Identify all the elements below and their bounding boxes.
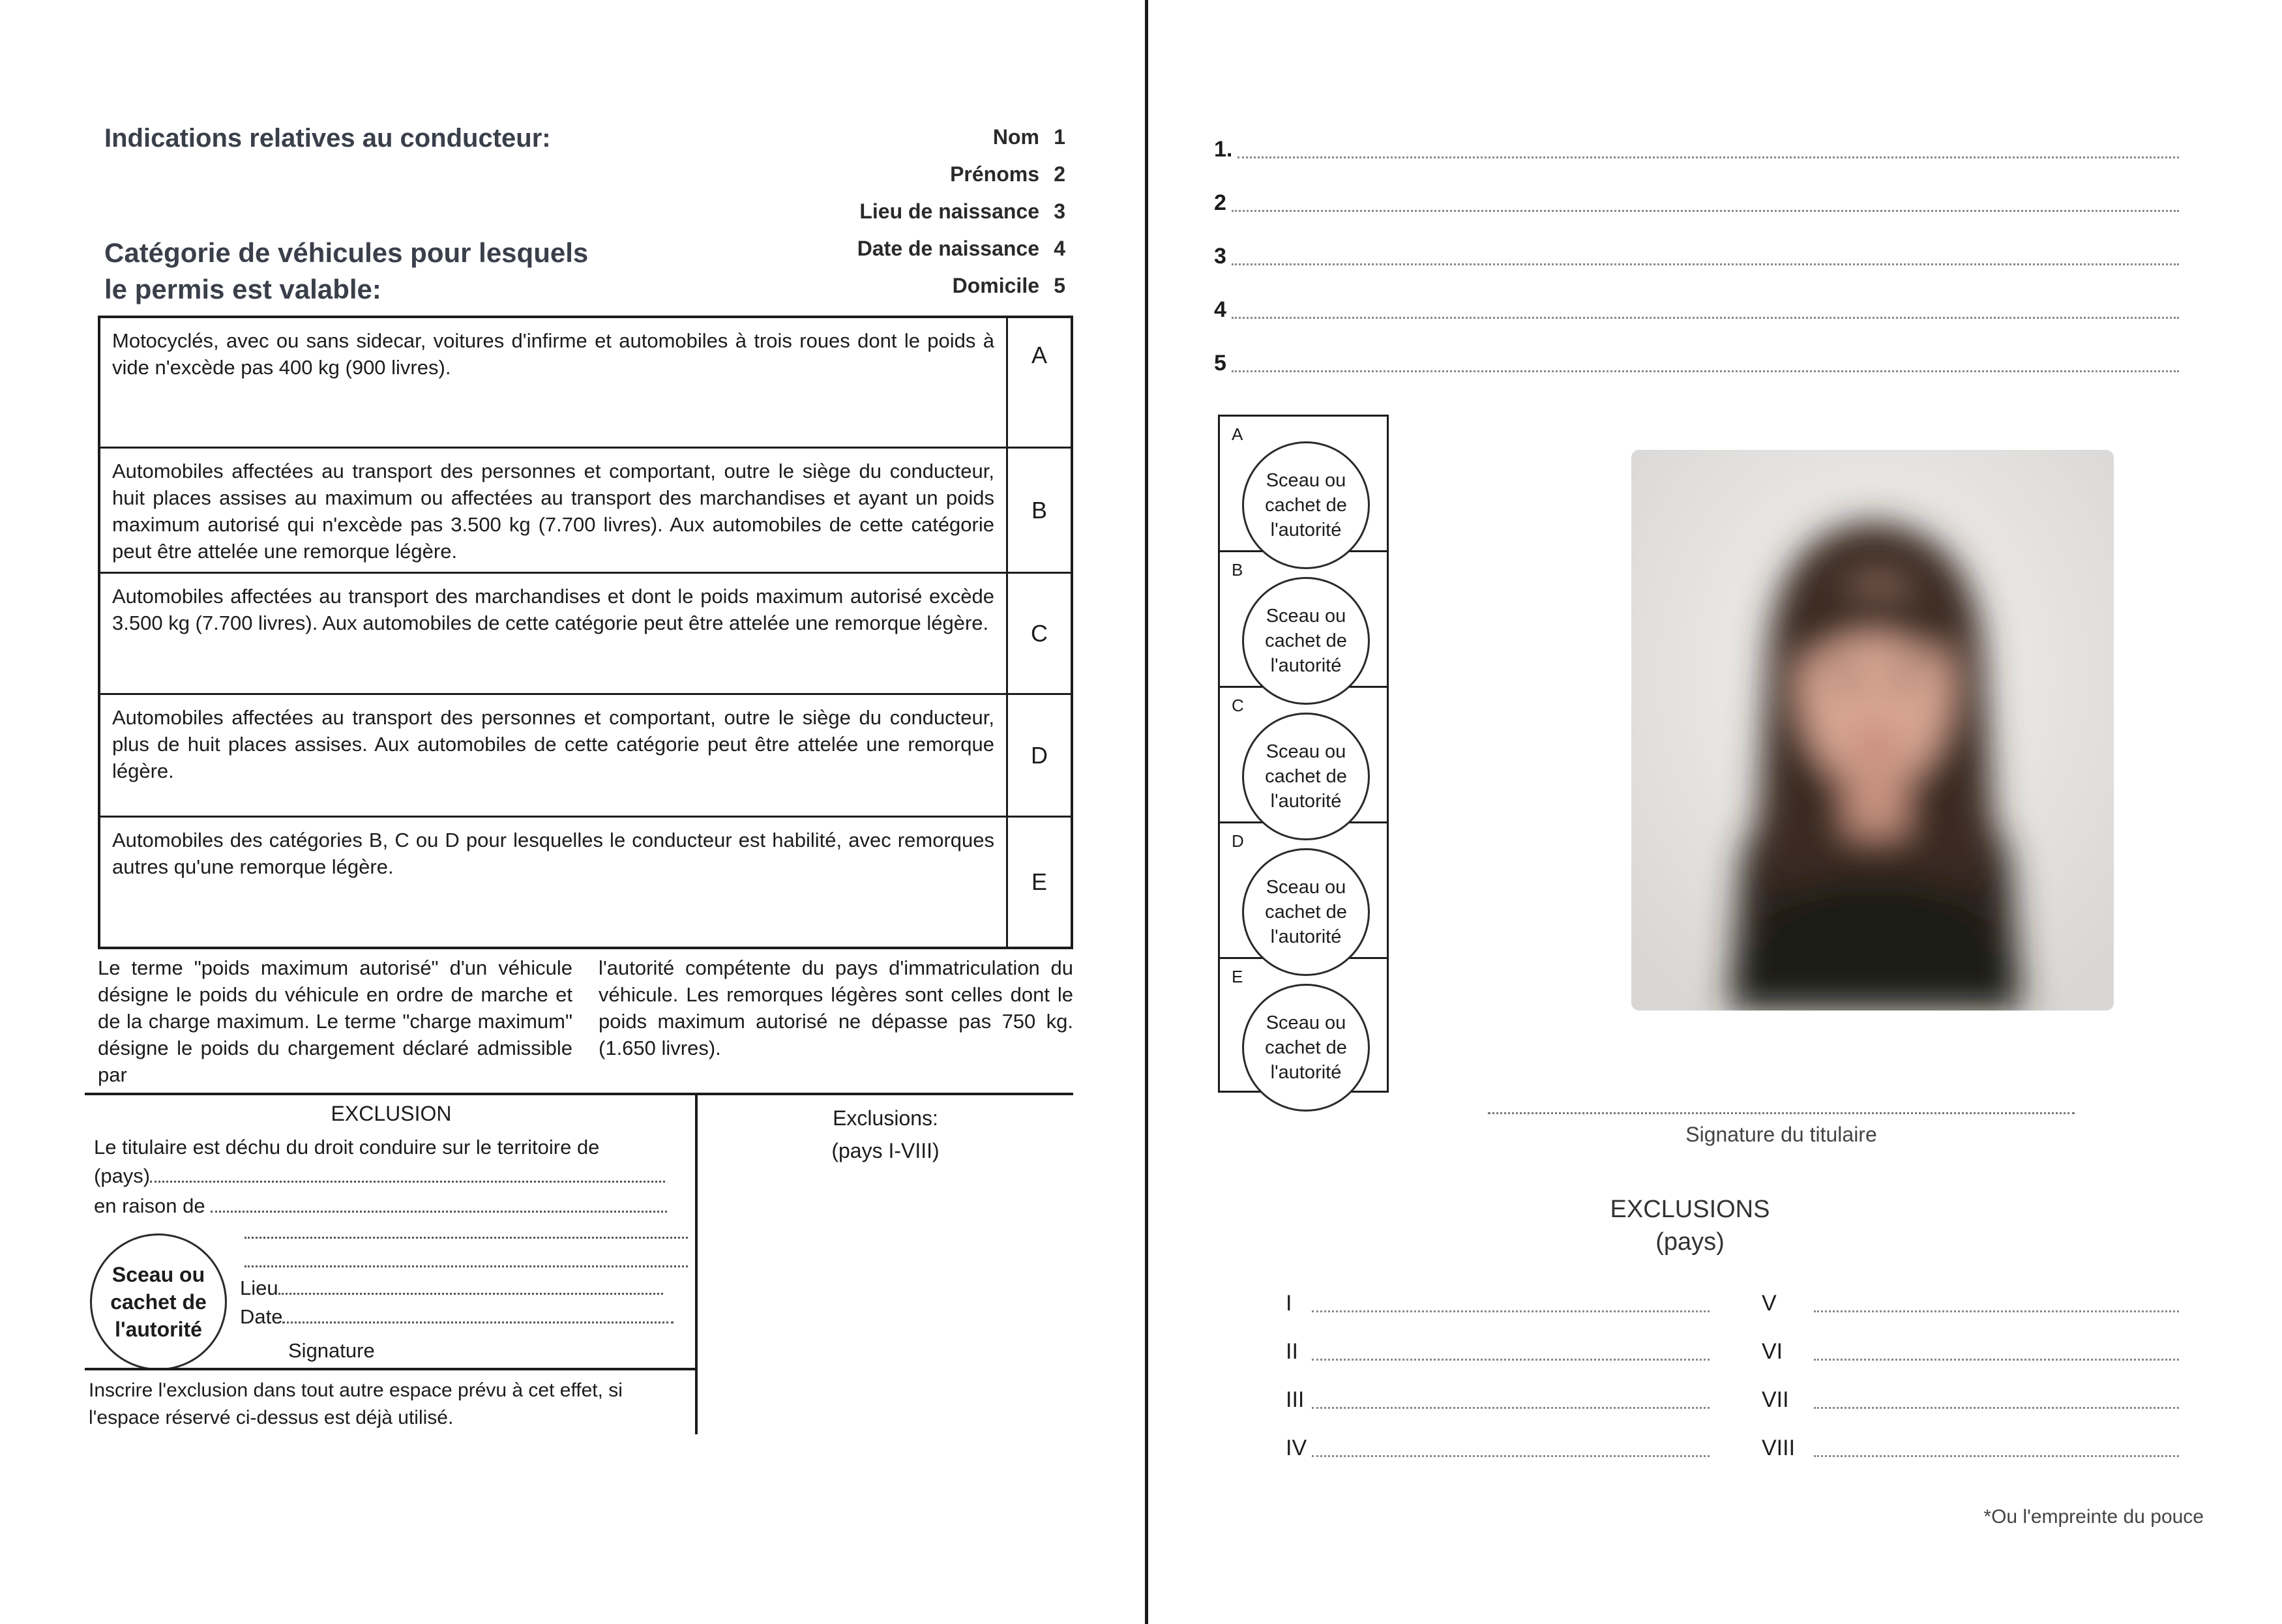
category-heading <box>104 235 691 308</box>
stamp-letter: C <box>1232 696 1244 715</box>
exclusion-country-line-ii <box>1286 1339 1710 1365</box>
exclusion-statement-text: Le titulaire est déchu du droit conduire sur le territoire de <box>94 1136 600 1159</box>
exclusion-statement <box>94 1133 687 1190</box>
dotted-line <box>1232 248 2179 265</box>
field-row-prenoms <box>857 160 1065 197</box>
exclusions-label: Exclusions: <box>833 1106 938 1130</box>
field-label: Domicile <box>952 274 1039 297</box>
roman-numeral: III <box>1286 1387 1305 1412</box>
field-label: Nom <box>992 125 1039 149</box>
note-left: Le terme "poids maximum autorisé" d'un véhicule désigne le poids du véhicule en ordre de marche et de la charge maximum. Le terme "charge maximum" désigne le poids du chargement déclaré admissible par <box>98 956 572 1086</box>
reason-dotted-line <box>211 1196 667 1213</box>
exclusion-signature-label: Signature <box>288 1339 375 1362</box>
dotted-line <box>1232 195 2179 212</box>
authority-seal: Sceau ou cachet de l'autorité <box>90 1233 227 1370</box>
dotted-line <box>1312 1299 1710 1312</box>
field-row-date-naissance <box>857 234 1065 271</box>
date-dotted-line <box>282 1307 674 1323</box>
roman-numeral: II <box>1286 1339 1298 1364</box>
line-number: 5 <box>1214 351 1226 376</box>
roman-numeral: VIII <box>1762 1436 1796 1460</box>
stamp-cell-c <box>1220 688 1387 823</box>
roman-numeral: VI <box>1762 1339 1783 1364</box>
field-number: 1 <box>1054 125 1065 149</box>
field-number: 4 <box>1054 237 1065 260</box>
signature-dotted-line <box>1488 1112 2075 1114</box>
category-row-e <box>100 818 1071 947</box>
exclusion-country-line-iii <box>1286 1387 1710 1413</box>
reason-dotted-line-2 <box>244 1222 688 1239</box>
dotted-line <box>1312 1348 1710 1361</box>
exclusion-country-line-i <box>1286 1291 1710 1316</box>
lieu-label: Lieu <box>240 1277 278 1299</box>
stamp-letter: E <box>1232 967 1243 986</box>
dotted-line <box>1814 1348 2179 1361</box>
lieu-dotted-line <box>278 1278 663 1295</box>
authority-seal: Sceau ou cachet de l'autorité <box>1242 577 1370 705</box>
numbered-line-2 <box>1214 190 2179 216</box>
stamp-letter: B <box>1232 560 1243 580</box>
exclusion-reason <box>94 1194 667 1218</box>
roman-numeral: IV <box>1286 1436 1307 1460</box>
reason-label: en raison de <box>94 1194 205 1217</box>
stamp-cell-d <box>1220 823 1387 959</box>
field-row-nom <box>857 123 1065 160</box>
numbered-line-5 <box>1214 351 2179 376</box>
numbered-line-1 <box>1214 137 2179 162</box>
line-number: 3 <box>1214 244 1226 269</box>
category-description: Automobiles affectées au transport des personnes et comportant, outre le siège du conducteur, huit places assises au maximum ou affectées au transport des marchandises et ayant un poids maximum autorisé qui n'excède pas 3.500 kg (7.700 livres). Aux automobiles de cette catégorie peut être attelée une remorque légère. <box>100 449 1008 572</box>
line-number: 4 <box>1214 297 1226 322</box>
stamp-cell-e <box>1220 959 1387 1095</box>
exclusion-date <box>240 1305 674 1329</box>
field-number: 5 <box>1054 274 1065 297</box>
stamp-letter: D <box>1232 831 1244 851</box>
numbered-line-3 <box>1214 244 2179 269</box>
holder-signature-label: Signature du titulaire <box>1685 1123 1877 1146</box>
field-label: Lieu de naissance <box>859 199 1039 223</box>
category-letter: A <box>1031 342 1047 368</box>
field-number: 2 <box>1054 162 1065 186</box>
thumbprint-footnote: *Ou l'empreinte du pouce <box>1983 1506 2204 1528</box>
category-row-b <box>100 449 1071 574</box>
stamp-cell-b <box>1220 552 1387 688</box>
exclusion-country-line-viii <box>1762 1436 2179 1461</box>
dotted-line <box>1232 302 2179 319</box>
dotted-line <box>1312 1444 1710 1457</box>
field-row-domicile <box>857 271 1065 308</box>
dotted-line <box>1814 1299 2179 1312</box>
category-letter: D <box>1031 741 1048 769</box>
roman-numeral: VII <box>1762 1387 1789 1412</box>
driver-heading: Indications relatives au conducteur: <box>104 124 551 153</box>
roman-numeral: V <box>1762 1291 1777 1316</box>
exclusion-country-line-vi <box>1762 1339 2179 1365</box>
dotted-line <box>1814 1444 2179 1457</box>
category-letter: E <box>1031 868 1047 895</box>
roman-numeral: I <box>1286 1291 1292 1316</box>
category-letter: C <box>1031 619 1048 647</box>
blurred-portrait-image <box>1631 450 2114 1011</box>
exclusions-section-title <box>1344 1193 2036 1258</box>
stamp-letter: A <box>1232 424 1243 444</box>
exclusion-country-line-iv <box>1286 1436 1710 1461</box>
numbered-line-4 <box>1214 297 2179 323</box>
category-heading-line1: Catégorie de véhicules pour lesquels <box>104 237 589 268</box>
exclusions-countries-header <box>698 1102 1073 1167</box>
field-row-lieu-naissance <box>857 197 1065 234</box>
date-label: Date <box>240 1305 283 1328</box>
driver-field-list <box>857 123 1065 308</box>
note-right: l'autorité compétente du pays d'immatriculation du véhicule. Les remorques légères sont celles dont le poids maximum autorisé ne dépasse pas 750 kg. (1.650 livres). <box>599 956 1073 1059</box>
category-description: Automobiles des catégories B, C ou D pour lesquelles le conducteur est habilité, avec remorques autres qu'une remorque légère. <box>100 818 1008 947</box>
dotted-line <box>1232 355 2179 372</box>
exclusions-countries-range: (pays I-VIII) <box>831 1139 940 1162</box>
category-description: Automobiles affectées au transport des marchandises et dont le poids maximum autorisé excède 3.500 kg (7.700 livres). Aux automobiles de cette catégorie peut être attelée une remorque légère. <box>100 574 1008 693</box>
exclusion-country-label: (pays) <box>94 1164 151 1187</box>
stamp-cell-a <box>1220 417 1387 552</box>
exclusion-place <box>240 1277 663 1300</box>
category-row-c <box>100 574 1071 695</box>
authority-seal: Sceau ou cachet de l'autorité <box>1242 441 1370 569</box>
country-dotted-line <box>150 1166 665 1183</box>
field-number: 3 <box>1054 199 1065 223</box>
holder-photo <box>1631 450 2114 1011</box>
exclusion-title: EXCLUSION <box>331 1102 452 1125</box>
category-heading-line2: le permis est valable: <box>104 274 381 304</box>
exclusion-country-line-v <box>1762 1291 2179 1316</box>
authority-seal: Sceau ou cachet de l'autorité <box>1242 984 1370 1112</box>
dotted-line <box>1237 141 2179 158</box>
exclusions-heading: EXCLUSIONS <box>1610 1196 1770 1223</box>
dotted-line <box>1312 1396 1710 1409</box>
authority-seal: Sceau ou cachet de l'autorité <box>1242 713 1370 840</box>
vehicle-category-table <box>98 316 1073 949</box>
line-number: 2 <box>1214 190 1226 215</box>
exclusion-left-panel <box>85 1095 698 1434</box>
line-number: 1. <box>1214 137 1233 162</box>
exclusion-bottom-note: Inscrire l'exclusion dans tout autre espace prévu à cet effet, si l'espace réservé ci-dessus est déjà utilisé. <box>85 1368 698 1434</box>
page-fold-line <box>1145 0 1148 1624</box>
right-page <box>1149 0 2282 1624</box>
authority-seal: Sceau ou cachet de l'autorité <box>1242 848 1370 976</box>
category-stamp-strip <box>1218 415 1389 1093</box>
exclusion-box <box>85 1093 1073 1432</box>
field-label: Prénoms <box>950 162 1039 186</box>
dotted-line <box>1814 1396 2179 1409</box>
exclusion-country-line-vii <box>1762 1387 2179 1413</box>
field-label: Date de naissance <box>857 237 1039 260</box>
reason-dotted-line-3 <box>244 1250 688 1267</box>
definition-notes <box>98 954 1073 1088</box>
category-row-d <box>100 695 1071 818</box>
category-letter: B <box>1031 496 1047 524</box>
category-row-a <box>100 318 1071 449</box>
category-description: Motocyclés, avec ou sans sidecar, voitures d'infirme et automobiles à trois roues dont le poids à vide n'excède pas 400 kg (900 livres). <box>100 318 1008 447</box>
exclusions-subheading: (pays) <box>1655 1228 1725 1256</box>
category-description: Automobiles affectées au transport des personnes et comportant, outre le siège du conducteur, plus de huit places assises. Aux automobiles de cette catégorie peut être attelée une remorque légère. <box>100 695 1008 816</box>
